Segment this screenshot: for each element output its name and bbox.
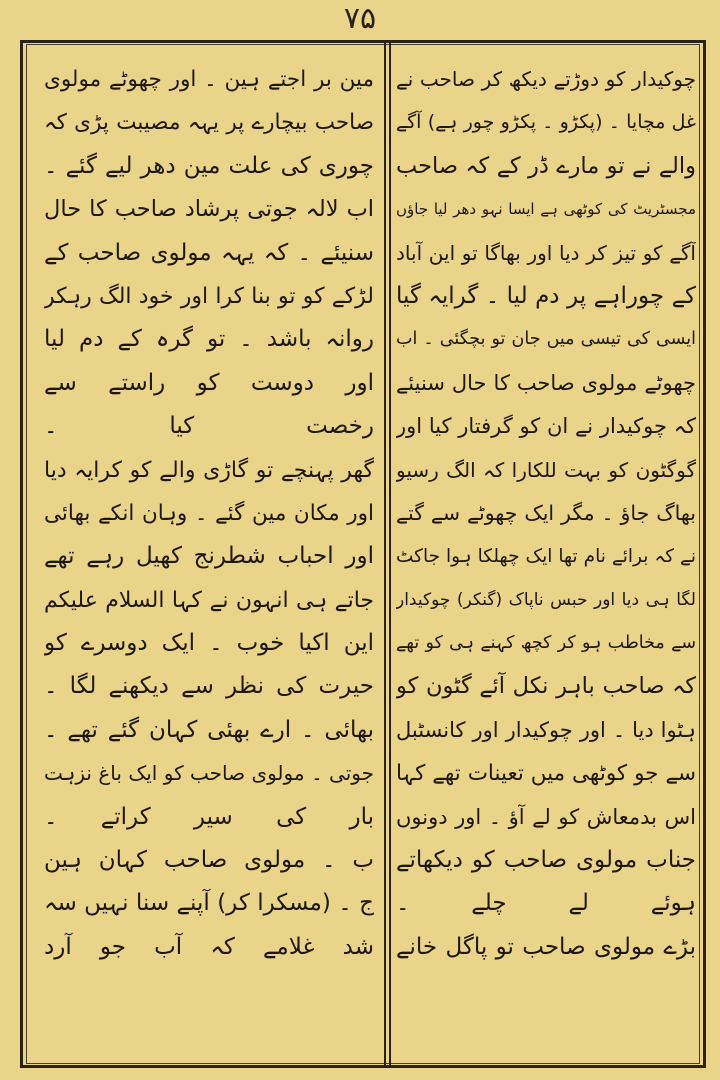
text-line: آگے کو تیز کر دیا اور بھاگا تو این آباد: [396, 240, 696, 265]
text-line: ہوئے لے چلے ۔: [396, 890, 696, 917]
text-line: ج ۔ (مسکرا کر) آپنے سنا نہیں سہ: [44, 890, 374, 917]
text-line: لڑکے کو تو بنا کرا اور خود الگ رہکر: [44, 283, 374, 309]
text-line: ب ۔ مولوی صاحب کہان ہین: [44, 847, 374, 874]
text-line: شد غلامے کہ آب جو آرد: [44, 933, 374, 960]
text-line: سے جو کوٹھی میں تعینات تھے کہا: [396, 761, 696, 787]
text-line: صاحب بیچارے پر یہہ مصیبت پڑی کہ: [44, 110, 374, 136]
text-line: نے کہ برائے نام تھا ایک چھلکا ہوا جاکٹ: [396, 546, 696, 568]
text-line: جوتی ۔ مولوی صاحب کو ایک باغ نزہت: [44, 761, 374, 786]
text-line: بڑے مولوی صاحب تو پاگل خانے: [396, 933, 696, 960]
text-line: اب لالہ جوتی پرشاد صاحب کا حال: [44, 196, 374, 223]
text-line: لگا ہی دیا اور حبس ناپاک (گنکر) چوکیدار: [396, 589, 696, 610]
right-text-column: [396, 58, 696, 1058]
text-line: مین بر اجتے ہین ۔ اور چھوٹے مولوی: [44, 67, 374, 92]
text-line: کے چوراہے پر دم لیا ۔ گرایہ گیا: [396, 282, 696, 309]
text-line: رخصت کیا ۔: [44, 413, 374, 440]
text-line: مجسٹریٹ کی کوٹھی ہے ایسا نہو دھر لیا جاؤں: [396, 200, 696, 219]
text-line: بھائی ۔ ارے بھئی کہان گئے تھے ۔: [44, 716, 374, 743]
page-number: ۷۵: [343, 1, 377, 36]
text-line: روانہ باشد ۔ تو گرہ کے دم لیا: [44, 326, 374, 353]
text-line: اور مکان مین گئے ۔ وہان انکے بھائی: [44, 500, 374, 526]
text-line: اور دوست کو راستے سے: [44, 369, 374, 396]
text-line: کہ چوکیدار نے ان کو گرفتار کیا اور: [396, 414, 696, 439]
column-divider: [384, 40, 386, 1068]
text-line: این اکیا خوب ۔ ایک دوسرے کو: [44, 630, 374, 657]
text-line: ایسی کی تیسی میں جان تو بچگئی ۔ اب: [396, 329, 696, 350]
text-line: چوری کی علت مین دھر لیے گئے ۔: [44, 152, 374, 179]
text-line: سنیئے ۔ کہ یہہ مولوی صاحب کے: [44, 239, 374, 266]
text-line: کہ صاحب باہر نکل آئے گٹون کو: [396, 673, 696, 700]
text-line: چوکیدار کو دوڑتے دیکھ کر صاحب نے: [396, 67, 696, 91]
text-line: حیرت کی نظر سے دیکھنے لگا ۔: [44, 673, 374, 700]
text-line: سے مخاطب ہو کر کچھ کہنے ہی کو تھے: [396, 633, 696, 654]
column-divider: [389, 40, 391, 1068]
text-line: غل مچایا ۔ (پکڑو ۔ پکڑو چور ہے) آگے: [396, 111, 696, 134]
text-line: چھوٹے مولوی صاحب کا حال سنیئے: [396, 370, 696, 395]
text-line: گھر پہنچے تو گاڑی والے کو کرایہ دیا: [44, 457, 374, 483]
text-line: بار کی سیر کراتے ۔: [44, 803, 374, 830]
text-line: ہٹوا دیا ۔ اور چوکیدار اور کانسٹبل: [396, 717, 696, 742]
left-text-column: [44, 58, 374, 1058]
text-line: والے نے تو مارے ڈر کے کہ صاحب: [396, 152, 696, 179]
text-line: جاتے ہی انہون نے کہا السلام علیکم: [44, 587, 374, 613]
text-line: جناب مولوی صاحب کو دیکھاتے: [396, 847, 696, 874]
text-line: اس بدمعاش کو لے آؤ ۔ اور دونوں: [396, 804, 696, 829]
text-line: گوگٹون کو بہت للکارا کہ الگ رسیو: [396, 457, 696, 482]
text-line: بھاگ جاؤ ۔ مگر ایک چھوٹے سے گتے: [396, 500, 696, 525]
text-line: اور احباب شطرنج کھیل رہے تھے: [44, 543, 374, 570]
